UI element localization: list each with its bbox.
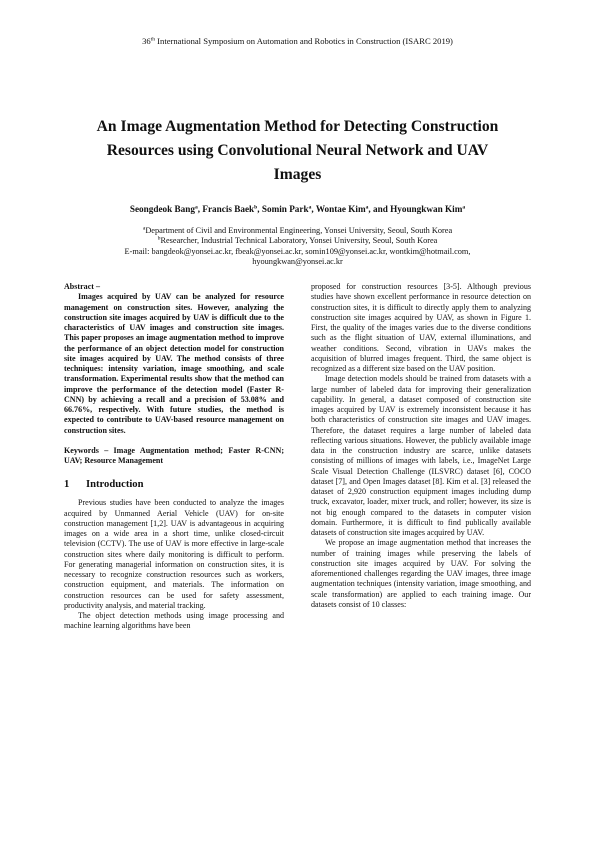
author-affiliation-mark: a <box>365 204 369 211</box>
author-name: Francis Baek <box>202 204 255 214</box>
affiliation-text: Department of Civil and Environmental Engineering, Yonsei University, Seoul, South Korea <box>145 226 453 235</box>
author-affiliation-mark: a <box>308 204 312 211</box>
author-affiliation-mark: a <box>462 204 466 211</box>
right-paragraph-2: Image detection models should be trained from datasets with a large number of labeled data for improving their generalization capability. In general, a dataset composed of construction site images acquired by UAV is extremely inconsistent because it has both characteristics of construction site images and UAV images. Therefore, the dataset requires a large number of labeled data reflecting various situations. However, the publicly available image data in the construction industry are scarce, unlike datasets consisting of millions of images with labels, i.e., ImageNet Large Scale Visual Detection Challenge (ILSVRC) dataset [6], COCO dataset [7], and Open Images dataset [8]. Kim et al. [3] released the dataset of 2,920 construction equipment images including dump truck, excavator, loader, mixer truck, and roller; however, its size is not big enough compared to the datasets in computer vision domain. Furthermore, it is difficult to find publically available datasets of construction site images acquired by UAV. <box>311 374 531 538</box>
author-separator: , <box>257 204 262 214</box>
email-line-2: hyoungkwan@yonsei.ac.kr <box>252 256 343 266</box>
section-heading-introduction <box>64 478 284 491</box>
email-line-1: E-mail: bangdeok@yonsei.ac.kr, fbeak@yonsei.ac.kr, somin109@yonsei.ac.kr, wontkim@hotmail.com, <box>124 246 471 256</box>
section-number: 1 <box>64 479 70 491</box>
affiliation-text: Researcher, Industrial Technical Laboratory, Yonsei University, Seoul, South Korea <box>160 236 438 246</box>
right-paragraph-1: proposed for construction resources [3-5]. Although previous studies have shown excellent performance in resource detection on construction sites, it is difficult to directly apply them to analyzing construction site images acquired by UAV, as shown in Figure 1. First, the quality of the images varies due to the diverse conditions such as the flight situation of UAV, external illuminations, and weather conditions. Second, vibration in UAVs makes the acquisition of blurred images frequent. Third, the same object is recognized as a different size based on the UAV position. <box>311 282 531 374</box>
right-paragraph-3: We propose an image augmentation method that increases the number of training images while preserving the labels of construction site images acquired by UAV. For solving the aforementioned challenges regarding the UAV images, three image augmentation techniques (intensity variation, image smoothing, and scale transformation) are applied to each training image. Our datasets consist of 10 classes: <box>311 538 531 609</box>
intro-paragraph-2: The object detection methods using image processing and machine learning algorithms have been <box>64 611 284 631</box>
header-conference-name: International Symposium on Automation and Robotics in Construction (ISARC 2019) <box>155 36 453 46</box>
abstract-label: Abstract – <box>64 282 100 292</box>
affiliation-a <box>64 226 531 236</box>
abstract-text: Images acquired by UAV can be analyzed for resource management on construction sites. However, analyzing the construction site images acquired by UAV is difficult due to the characteristics of UAV images and construction site images. This paper proposes an image augmentation method to improve the performance of an object detection model for construction site images acquired by UAV. The method consists of three techniques: intensity variation, image smoothing, and scale transformation. Experimental results show that the method can improve the performance of the detection model (Faster R-CNN) by achieving a recall and a precision of 53.08% and 66.76%, respectively. With future studies, the method is expected to contribute to UAV-based resource management on construction sites. <box>64 292 284 435</box>
author-affiliation-mark: a <box>194 204 198 211</box>
author-name: Somin Park <box>261 204 309 214</box>
affiliation-mark: b <box>157 235 161 242</box>
author-affiliation-mark: b <box>254 204 258 211</box>
keywords: Keywords – Image Augmentation method; Faster R-CNN; UAV; Resource Management <box>64 445 284 466</box>
author-name: Hyoungkwan Kim <box>390 204 463 214</box>
paper-title <box>64 115 531 187</box>
title-line-3: Images <box>273 166 322 183</box>
right-column <box>311 282 531 632</box>
affiliation-mark: a <box>142 225 146 232</box>
author-separator: , <box>197 204 203 214</box>
title-line-2: Resources using Convolutional Neural Network and UAV <box>106 142 489 159</box>
author-name: Seongdeok Bang <box>129 204 195 214</box>
author-list <box>64 203 531 215</box>
body-columns <box>64 282 531 632</box>
author-separator: , <box>311 204 316 214</box>
section-title: Introduction <box>86 479 144 491</box>
affiliations <box>64 226 531 267</box>
running-header <box>64 36 531 47</box>
title-line-1: An Image Augmentation Method for Detecting Construction <box>96 118 499 135</box>
affiliation-b <box>64 236 531 246</box>
header-ordinal-suffix: th <box>150 36 156 43</box>
header-ordinal: 36 <box>142 36 151 46</box>
author-separator: , and <box>368 204 391 214</box>
left-column <box>64 282 284 632</box>
intro-paragraph-1: Previous studies have been conducted to analyze the images acquired by Unmanned Aerial Vehicle (UAV) for on-site construction management [1,2]. UAV is advantageous in acquiring images on a wide area in a short time, unlike closed-circuit television (CCTV). The use of UAV is more effective in large-scale construction sites where daily monitoring is difficult to perform. For generating managerial information on construction sites, it is necessary to recognize construction resources such as workers, construction equipment, and materials. The information on construction resources can be used for safety assessment, productivity analysis, and material tracking. <box>64 498 284 610</box>
author-name: Wontae Kim <box>315 204 366 214</box>
